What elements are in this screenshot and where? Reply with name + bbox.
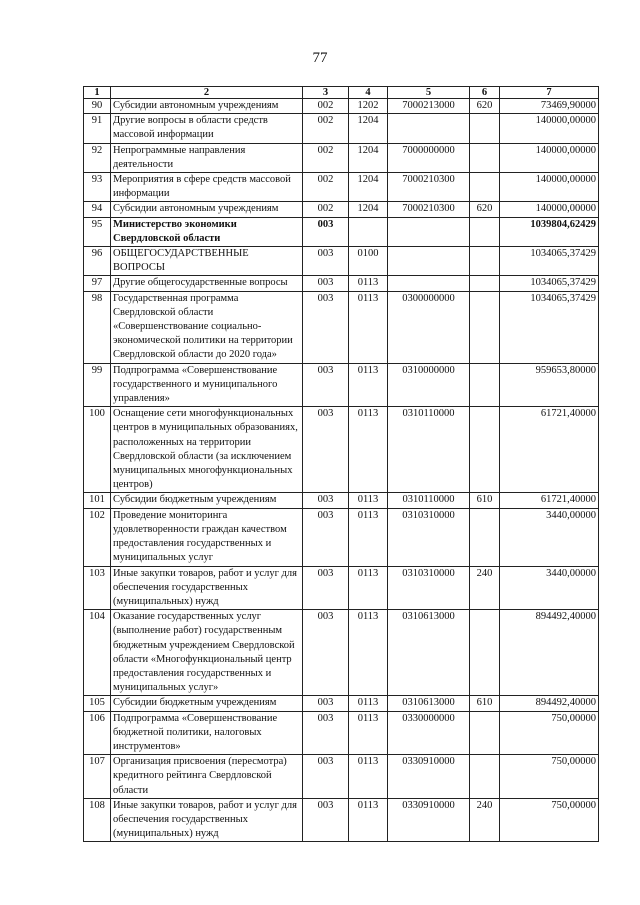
- row-code-4: 1202: [349, 99, 388, 114]
- row-code-6: 610: [470, 696, 500, 711]
- table-row: [84, 99, 599, 114]
- table-row: [84, 247, 599, 276]
- row-name: Государственная программа Свердловской области «Совершенствование социально-экономической политики на территории Свердловской области до 2020 года»: [111, 291, 303, 363]
- row-code-4: 0113: [349, 696, 388, 711]
- row-code-4: 0113: [349, 566, 388, 610]
- row-amount: 750,00000: [500, 711, 599, 755]
- row-number: 98: [84, 291, 111, 363]
- row-code-5: 0310110000: [388, 493, 470, 508]
- row-number: 108: [84, 798, 111, 842]
- row-name: Субсидии бюджетным учреждениям: [111, 696, 303, 711]
- row-amount: 3440,00000: [500, 508, 599, 566]
- row-code-4: 1204: [349, 202, 388, 217]
- row-code-5: 7000210300: [388, 173, 470, 202]
- row-code-3: 003: [303, 493, 349, 508]
- row-code-6: [470, 610, 500, 696]
- page-number: 77: [312, 50, 328, 66]
- row-number: 93: [84, 173, 111, 202]
- row-name: Субсидии автономным учреждениям: [111, 202, 303, 217]
- row-code-4: 1204: [349, 114, 388, 143]
- row-name: ОБЩЕГОСУДАРСТВЕННЫЕ ВОПРОСЫ: [111, 247, 303, 276]
- row-number: 102: [84, 508, 111, 566]
- row-code-6: [470, 114, 500, 143]
- row-code-6: 240: [470, 798, 500, 842]
- row-amount: 140000,00000: [500, 143, 599, 172]
- row-code-6: [470, 173, 500, 202]
- row-code-3: 003: [303, 247, 349, 276]
- row-number: 90: [84, 99, 111, 114]
- row-amount: 1034065,37429: [500, 291, 599, 363]
- table-row: [84, 407, 599, 493]
- table-row: [84, 276, 599, 291]
- row-code-6: [470, 711, 500, 755]
- table-row: [84, 755, 599, 799]
- row-name: Оснащение сети многофункциональных центров в муниципальных образованиях, расположенных на территории Свердловской области (за исключением муниципальных многофункциональных центров): [111, 407, 303, 493]
- row-code-4: 1204: [349, 143, 388, 172]
- row-name: Другие вопросы в области средств массовой информации: [111, 114, 303, 143]
- table-row: [84, 566, 599, 610]
- row-number: 104: [84, 610, 111, 696]
- row-code-3: 003: [303, 291, 349, 363]
- row-name: Иные закупки товаров, работ и услуг для обеспечения государственных (муниципальных) нужд: [111, 798, 303, 842]
- row-code-6: [470, 276, 500, 291]
- row-code-3: 002: [303, 99, 349, 114]
- row-code-5: 0330910000: [388, 755, 470, 799]
- table-row: [84, 217, 599, 246]
- budget-table: [83, 86, 599, 842]
- row-code-6: [470, 508, 500, 566]
- row-code-5: 0310310000: [388, 566, 470, 610]
- row-code-5: [388, 114, 470, 143]
- row-code-4: 0113: [349, 508, 388, 566]
- row-code-3: 003: [303, 798, 349, 842]
- row-name: Непрограммные направления деятельности: [111, 143, 303, 172]
- row-number: 99: [84, 363, 111, 407]
- row-name: Субсидии бюджетным учреждениям: [111, 493, 303, 508]
- row-amount: 894492,40000: [500, 696, 599, 711]
- table-row: [84, 493, 599, 508]
- row-code-3: 003: [303, 508, 349, 566]
- row-code-3: 002: [303, 114, 349, 143]
- row-code-3: 003: [303, 755, 349, 799]
- row-code-5: 0300000000: [388, 291, 470, 363]
- table-row: [84, 291, 599, 363]
- row-code-3: 003: [303, 276, 349, 291]
- row-code-4: 0113: [349, 363, 388, 407]
- row-code-4: 0113: [349, 711, 388, 755]
- header-row: [84, 87, 599, 99]
- row-code-5: 7000000000: [388, 143, 470, 172]
- header-col-4: 4: [349, 87, 388, 99]
- row-name: Проведение мониторинга удовлетворенности граждан качеством предоставления государственных и муниципальных услуг: [111, 508, 303, 566]
- row-amount: 61721,40000: [500, 493, 599, 508]
- row-code-5: [388, 217, 470, 246]
- row-number: 101: [84, 493, 111, 508]
- row-number: 96: [84, 247, 111, 276]
- row-code-3: 003: [303, 610, 349, 696]
- row-amount: 959653,80000: [500, 363, 599, 407]
- row-code-6: [470, 143, 500, 172]
- row-code-5: 0310613000: [388, 610, 470, 696]
- table-row: [84, 696, 599, 711]
- row-code-5: 7000210300: [388, 202, 470, 217]
- row-code-6: 620: [470, 202, 500, 217]
- row-amount: 1034065,37429: [500, 276, 599, 291]
- row-code-4: 0113: [349, 276, 388, 291]
- row-code-5: [388, 247, 470, 276]
- table-row: [84, 610, 599, 696]
- table-row: [84, 363, 599, 407]
- row-amount: 1034065,37429: [500, 247, 599, 276]
- row-code-6: [470, 291, 500, 363]
- row-number: 106: [84, 711, 111, 755]
- header-col-3: 3: [303, 87, 349, 99]
- row-code-6: [470, 217, 500, 246]
- row-code-3: 003: [303, 363, 349, 407]
- row-code-5: [388, 276, 470, 291]
- row-number: 107: [84, 755, 111, 799]
- row-code-5: 0310110000: [388, 407, 470, 493]
- table-row: [84, 173, 599, 202]
- table-row: [84, 711, 599, 755]
- row-code-4: 0113: [349, 755, 388, 799]
- row-code-6: 240: [470, 566, 500, 610]
- row-number: 100: [84, 407, 111, 493]
- row-code-6: [470, 363, 500, 407]
- row-code-6: [470, 407, 500, 493]
- row-code-4: 0100: [349, 247, 388, 276]
- row-amount: 750,00000: [500, 798, 599, 842]
- row-code-5: 0330000000: [388, 711, 470, 755]
- table-row: [84, 508, 599, 566]
- row-code-4: 0113: [349, 798, 388, 842]
- row-name: Мероприятия в сфере средств массовой информации: [111, 173, 303, 202]
- row-code-3: 002: [303, 143, 349, 172]
- row-code-5: 0330910000: [388, 798, 470, 842]
- row-code-3: 003: [303, 217, 349, 246]
- row-code-6: [470, 755, 500, 799]
- table-body: [84, 99, 599, 842]
- row-code-3: 003: [303, 696, 349, 711]
- header-col-6: 6: [470, 87, 500, 99]
- row-name: Субсидии автономным учреждениям: [111, 99, 303, 114]
- table-row: [84, 202, 599, 217]
- row-amount: 140000,00000: [500, 173, 599, 202]
- row-code-3: 002: [303, 173, 349, 202]
- row-code-6: [470, 247, 500, 276]
- row-code-5: 0310310000: [388, 508, 470, 566]
- row-code-3: 003: [303, 407, 349, 493]
- table-row: [84, 143, 599, 172]
- header-col-1: 1: [84, 87, 111, 99]
- row-code-3: 003: [303, 566, 349, 610]
- row-name: Министерство экономики Свердловской области: [111, 217, 303, 246]
- row-code-4: 0113: [349, 291, 388, 363]
- header-col-2: 2: [111, 87, 303, 99]
- row-code-6: 620: [470, 99, 500, 114]
- row-name: Иные закупки товаров, работ и услуг для обеспечения государственных (муниципальных) нужд: [111, 566, 303, 610]
- row-number: 95: [84, 217, 111, 246]
- row-amount: 1039804,62429: [500, 217, 599, 246]
- row-code-3: 002: [303, 202, 349, 217]
- row-code-4: 0113: [349, 493, 388, 508]
- row-code-4: 1204: [349, 173, 388, 202]
- row-amount: 73469,90000: [500, 99, 599, 114]
- header-col-5: 5: [388, 87, 470, 99]
- row-number: 92: [84, 143, 111, 172]
- row-code-3: 003: [303, 711, 349, 755]
- row-name: Подпрограмма «Совершенствование бюджетной политики, налоговых инструментов»: [111, 711, 303, 755]
- row-amount: 750,00000: [500, 755, 599, 799]
- row-code-6: 610: [470, 493, 500, 508]
- table-row: [84, 114, 599, 143]
- row-code-5: 0310613000: [388, 696, 470, 711]
- row-code-5: 7000213000: [388, 99, 470, 114]
- row-amount: 140000,00000: [500, 114, 599, 143]
- row-name: Подпрограмма «Совершенствование государственного и муниципального управления»: [111, 363, 303, 407]
- row-name: Организация присвоения (пересмотра) кредитного рейтинга Свердловской области: [111, 755, 303, 799]
- row-amount: 894492,40000: [500, 610, 599, 696]
- row-number: 103: [84, 566, 111, 610]
- row-amount: 140000,00000: [500, 202, 599, 217]
- row-name: Другие общегосударственные вопросы: [111, 276, 303, 291]
- row-amount: 61721,40000: [500, 407, 599, 493]
- row-name: Оказание государственных услуг (выполнение работ) государственным бюджетным учреждением Свердловской области «Многофункциональный центр предоставления государственных и муниципальных услуг»: [111, 610, 303, 696]
- row-number: 97: [84, 276, 111, 291]
- header-col-7: 7: [500, 87, 599, 99]
- row-code-4: 0113: [349, 407, 388, 493]
- row-code-4: 0113: [349, 610, 388, 696]
- row-number: 94: [84, 202, 111, 217]
- row-code-4: [349, 217, 388, 246]
- row-number: 91: [84, 114, 111, 143]
- row-number: 105: [84, 696, 111, 711]
- table-row: [84, 798, 599, 842]
- row-code-5: 0310000000: [388, 363, 470, 407]
- row-amount: 3440,00000: [500, 566, 599, 610]
